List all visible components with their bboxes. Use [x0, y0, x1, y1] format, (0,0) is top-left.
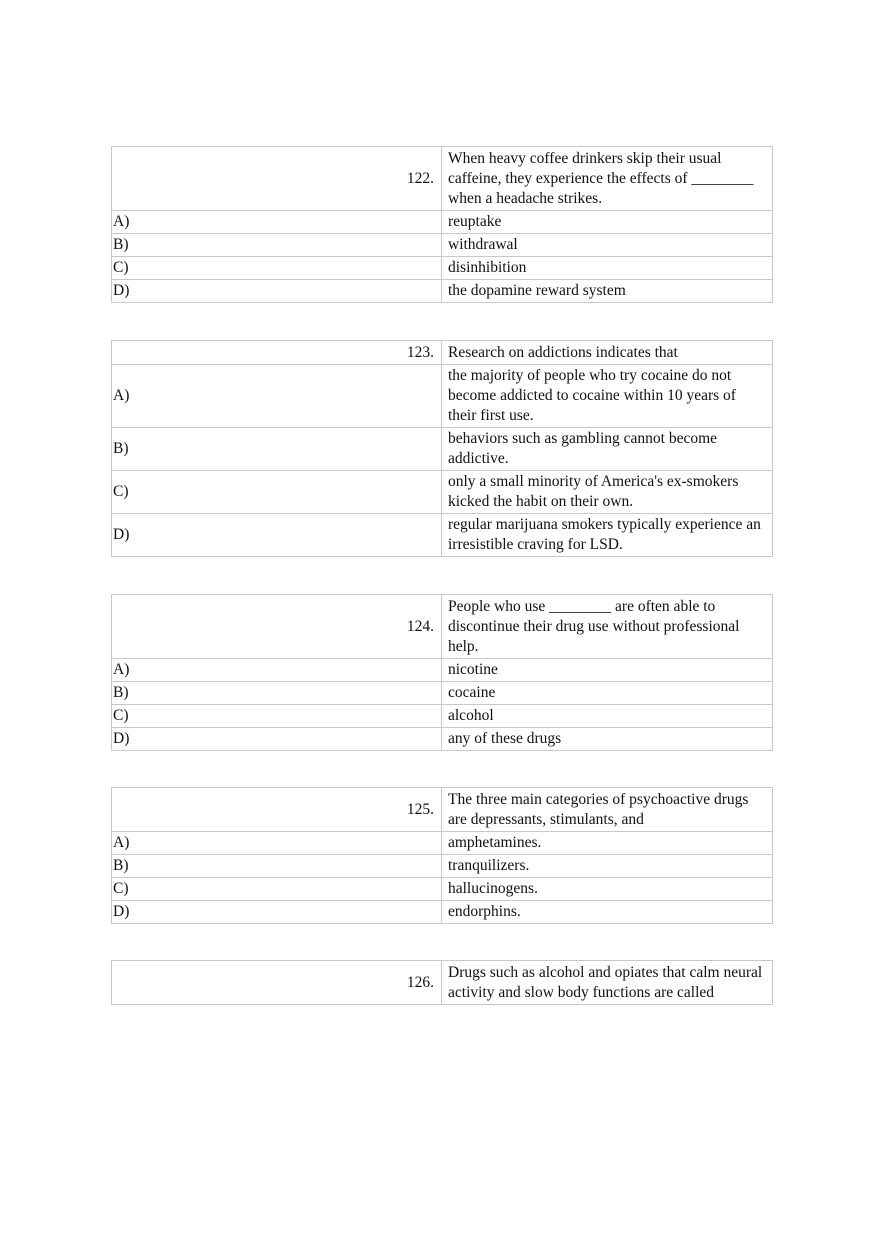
option-text: amphetamines. — [442, 832, 773, 855]
option-text: regular marijuana smokers typically experience an irresistible craving for LSD. — [442, 514, 773, 557]
option-row-d — [112, 280, 773, 303]
option-text: disinhibition — [442, 257, 773, 280]
option-row-c — [112, 257, 773, 280]
question-stem: The three main categories of psychoactive drugs are depressants, stimulants, and — [442, 788, 773, 832]
option-text: reuptake — [442, 211, 773, 234]
question-stem-row — [112, 788, 773, 832]
question-number: 125. — [112, 788, 442, 832]
option-row-b — [112, 234, 773, 257]
option-text: only a small minority of America's ex-smokers kicked the habit on their own. — [442, 471, 773, 514]
option-row-b — [112, 855, 773, 878]
option-letter: B) — [112, 855, 442, 878]
option-text: nicotine — [442, 659, 773, 682]
question-126-table — [111, 960, 773, 1005]
option-text: any of these drugs — [442, 728, 773, 751]
question-number: 122. — [112, 147, 442, 211]
option-text: tranquilizers. — [442, 855, 773, 878]
option-row-d — [112, 901, 773, 924]
option-text: withdrawal — [442, 234, 773, 257]
question-122-table — [111, 146, 773, 303]
option-letter: A) — [112, 659, 442, 682]
option-text: the majority of people who try cocaine do not become addicted to cocaine within 10 years of their first use. — [442, 365, 773, 428]
option-letter: D) — [112, 728, 442, 751]
option-letter: A) — [112, 365, 442, 428]
question-123-table — [111, 340, 773, 557]
option-letter: A) — [112, 832, 442, 855]
option-row-a — [112, 832, 773, 855]
question-125-table — [111, 787, 773, 924]
question-number: 124. — [112, 595, 442, 659]
question-stem-row — [112, 147, 773, 211]
option-letter: C) — [112, 471, 442, 514]
option-row-a — [112, 211, 773, 234]
option-letter: B) — [112, 234, 442, 257]
option-letter: C) — [112, 878, 442, 901]
option-letter: C) — [112, 705, 442, 728]
question-stem-row — [112, 341, 773, 365]
option-row-b — [112, 682, 773, 705]
question-stem: Research on addictions indicates that — [442, 341, 773, 365]
option-row-a — [112, 365, 773, 428]
option-letter: D) — [112, 280, 442, 303]
question-stem: When heavy coffee drinkers skip their usual caffeine, they experience the effects of ________ when a headache strikes. — [442, 147, 773, 211]
option-row-d — [112, 728, 773, 751]
option-text: behaviors such as gambling cannot become addictive. — [442, 428, 773, 471]
option-letter: A) — [112, 211, 442, 234]
question-number: 123. — [112, 341, 442, 365]
option-row-c — [112, 471, 773, 514]
question-number: 126. — [112, 961, 442, 1005]
option-letter: B) — [112, 682, 442, 705]
option-letter: C) — [112, 257, 442, 280]
option-row-c — [112, 705, 773, 728]
question-stem-row — [112, 961, 773, 1005]
question-stem: Drugs such as alcohol and opiates that calm neural activity and slow body functions are called — [442, 961, 773, 1005]
option-text: alcohol — [442, 705, 773, 728]
option-text: the dopamine reward system — [442, 280, 773, 303]
option-text: endorphins. — [442, 901, 773, 924]
option-row-c — [112, 878, 773, 901]
question-stem: People who use ________ are often able to discontinue their drug use without professional help. — [442, 595, 773, 659]
option-row-a — [112, 659, 773, 682]
option-text: hallucinogens. — [442, 878, 773, 901]
question-stem-row — [112, 595, 773, 659]
option-letter: D) — [112, 901, 442, 924]
option-letter: D) — [112, 514, 442, 557]
option-letter: B) — [112, 428, 442, 471]
question-124-table — [111, 594, 773, 751]
option-text: cocaine — [442, 682, 773, 705]
option-row-b — [112, 428, 773, 471]
option-row-d — [112, 514, 773, 557]
